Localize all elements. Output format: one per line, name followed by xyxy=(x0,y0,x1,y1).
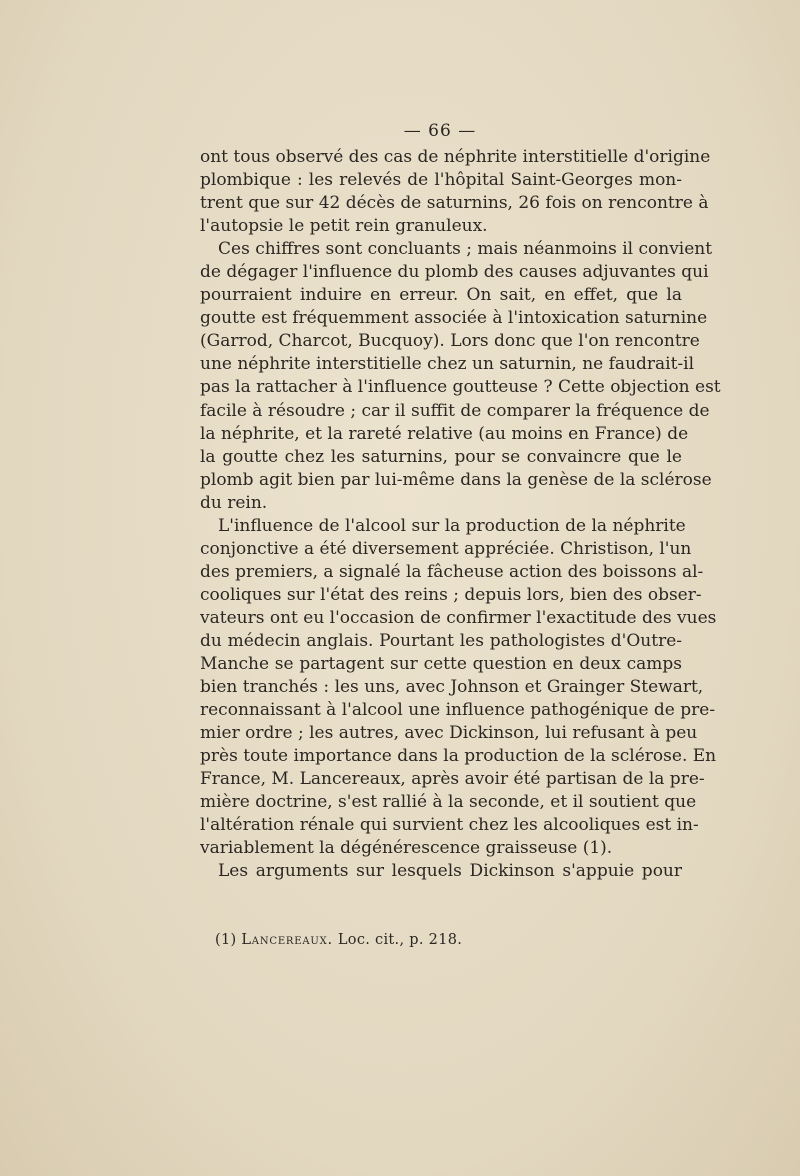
text-line: de dégager l'influence du plomb des causes adjuvantes qui xyxy=(200,262,709,283)
text-line: Ces chiffres sont concluants ; mais néanmoins il convient xyxy=(218,239,713,260)
text-line: facile à résoudre ; car il suffit de comparer la fréquence de xyxy=(200,400,710,421)
text-line: France, M. Lancereaux, après avoir été partisan de la pre- xyxy=(200,769,705,790)
text-line: pourraient induire en erreur. On sait, en effet, que la xyxy=(200,285,682,306)
text-line: cooliques sur l'état des reins ; depuis lors, bien des obser- xyxy=(200,584,702,605)
footnote-mark: (1) xyxy=(215,932,237,948)
text-line: la goutte chez les saturnins, pour se convaincre que le xyxy=(200,446,682,467)
text-line: L'influence de l'alcool sur la production de la néphrite xyxy=(218,515,686,536)
page-number: — 66 — xyxy=(403,121,477,141)
text-line: plombique : les relevés de l'hôpital Saint-Georges mon- xyxy=(200,170,682,191)
text-line: pas la rattacher à l'influence goutteuse ? Cette objection est xyxy=(200,377,721,398)
text-line: la néphrite, et la rareté relative (au moins en France) de xyxy=(200,423,689,444)
text-line: Les arguments sur lesquels Dickinson s'appuie pour xyxy=(218,861,682,882)
text-line: mier ordre ; les autres, avec Dickinson, lui refusant à peu xyxy=(200,723,698,744)
paragraph xyxy=(200,146,711,238)
text-line: du médecin anglais. Pourtant les pathologistes d'Outre- xyxy=(200,630,682,651)
text-line: l'altération rénale qui survient chez les alcooliques est in- xyxy=(200,815,699,836)
text-line: plomb agit bien par lui-même dans la genèse de la sclérose xyxy=(200,469,712,490)
text-line: Manche se partagent sur cette question en deux camps xyxy=(200,654,682,675)
body-text xyxy=(200,146,721,884)
text-line: des premiers, a signalé la fâcheuse action des boissons al- xyxy=(200,561,704,582)
text-line: trent que sur 42 décès de saturnins, 26 fois on rencontre à xyxy=(200,193,709,214)
footnote-reference: Loc. cit., p. 218. xyxy=(337,932,463,948)
footnote xyxy=(215,932,462,948)
text-line: (Garrod, Charcot, Bucquoy). Lors donc que l'on rencontre xyxy=(200,331,700,352)
text-line: mière doctrine, s'est rallié à la seconde, et il soutient que xyxy=(200,792,697,813)
text-line: reconnaissant à l'alcool une influence pathogénique de pre- xyxy=(200,700,716,721)
text-line: goutte est fréquemment associée à l'intoxication saturnine xyxy=(200,308,708,329)
text-line: conjonctive a été diversement appréciée. Christison, l'un xyxy=(200,538,692,559)
text-line: vateurs ont eu l'occasion de confirmer l'exactitude des vues xyxy=(200,607,717,628)
text-line: ont tous observé des cas de néphrite interstitielle d'origine xyxy=(200,147,711,167)
paragraph xyxy=(200,238,721,515)
text-line: bien tranchés : les uns, avec Johnson et Grainger Stewart, xyxy=(200,677,704,698)
text-line: une néphrite interstitielle chez un saturnin, ne faudrait-il xyxy=(200,354,695,375)
paragraph xyxy=(200,860,682,883)
paragraph xyxy=(200,515,717,861)
footnote-author: Lancereaux. xyxy=(241,932,333,948)
text-line: près toute importance dans la production de la sclérose. En xyxy=(200,746,717,767)
text-line: du rein. xyxy=(200,492,268,513)
text-line: l'autopsie le petit rein granuleux. xyxy=(200,216,488,237)
text-line: variablement la dégénérescence graisseuse (1). xyxy=(200,838,613,859)
